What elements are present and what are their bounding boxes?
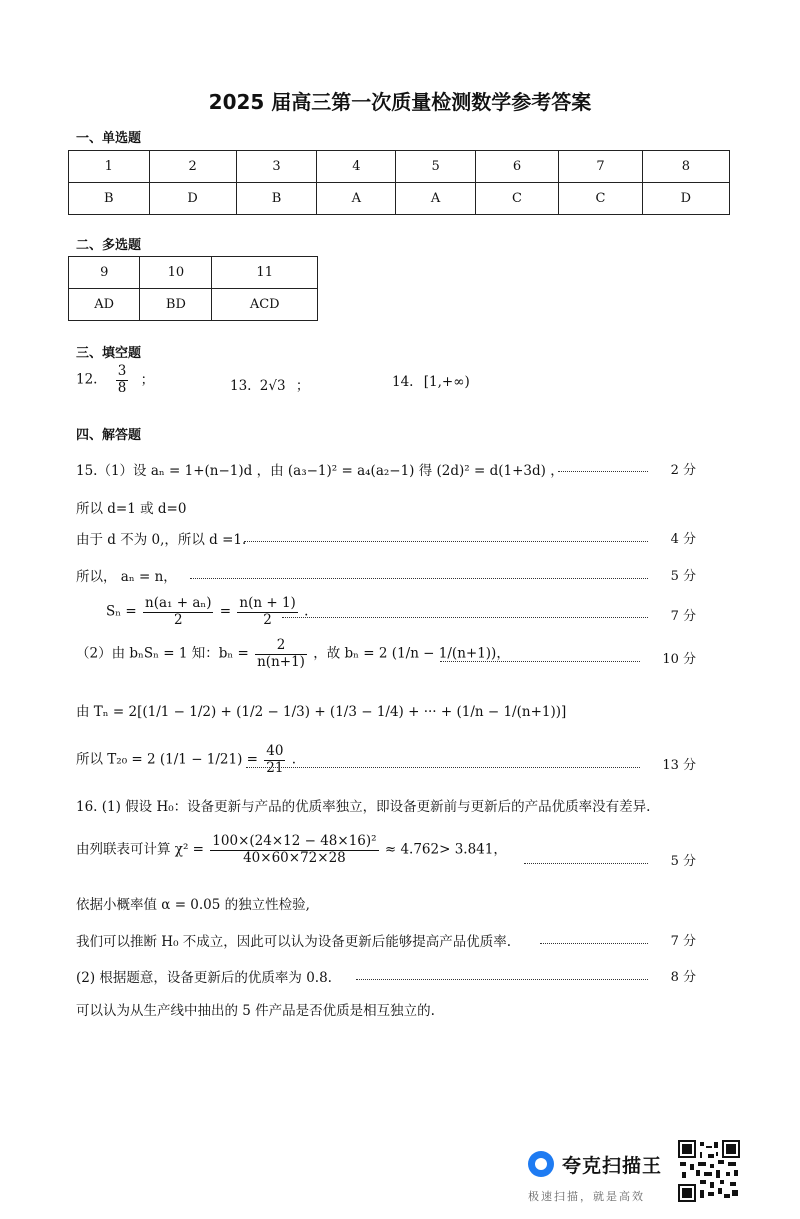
table-cell: 4 <box>317 151 396 183</box>
q16-chi-formula <box>76 834 507 866</box>
chi-result: ≈ 4.762> 3.841， <box>384 841 507 858</box>
q16-line1: 16. (1) 假设 H₀：设备更新与产品的优质率独立，即设备更新前与更新后的产品优质率没有差异. <box>76 799 651 815</box>
q16-line3: 依据小概率值 α = 0.05 的独立性检验, <box>76 897 310 913</box>
table-cell: 10 <box>140 257 212 289</box>
table-cell: D <box>642 183 729 215</box>
q12-denominator: 8 <box>117 379 127 396</box>
q15-bn-formula <box>76 638 510 670</box>
section-multi-choice: 二、多选题 <box>76 238 142 253</box>
q16-line5: (2) 根据题意，设备更新后的优质率为 0.8. <box>76 970 332 986</box>
logo-text: 夸克扫描王 <box>562 1155 663 1177</box>
table-row <box>69 257 318 289</box>
score: 13 分 <box>662 758 696 773</box>
score: 10 分 <box>662 652 696 667</box>
score: 4 分 <box>670 532 696 547</box>
table-cell: 2 <box>149 151 236 183</box>
table-cell: 6 <box>475 151 559 183</box>
q15-line1: 15.（1）设 aₙ = 1+(n−1)d ，由 (a₃−1)² = a₄(a₂−1) 得 (2d)² = d(1+3d) ， <box>76 463 564 479</box>
q15-sn-formula: Sₙ = $\frac{\text{n(a₁ + aₙ)}}{2}$ = $\frac{n(n + 1)}{2}$ . <box>106 595 309 628</box>
table-cell: 8 <box>642 151 729 183</box>
denominator: 21 <box>266 759 284 776</box>
section-fill-blank: 三、填空题 <box>76 346 142 361</box>
leader-dots <box>282 616 648 618</box>
denominator: 2 <box>173 611 183 628</box>
slogan: 极速扫描，就是高效 <box>528 1190 645 1203</box>
fill-q12 <box>76 364 154 396</box>
table-cell: 5 <box>396 151 475 183</box>
table-cell: 3 <box>236 151 317 183</box>
denominator: 40×60×72×28 <box>243 849 346 866</box>
leader-dots <box>190 577 648 579</box>
score: 7 分 <box>670 934 696 949</box>
section-solutions: 四、解答题 <box>76 428 142 443</box>
bn-inner: (1/n − 1/(n+1))， <box>391 645 510 662</box>
table-cell: C <box>475 183 559 215</box>
denominator: n(n+1) <box>257 653 305 670</box>
q15-t20-formula: 所以 T₂₀ = 2 (1/1 − 1/21) = $\frac{40}{21}$ . <box>76 743 297 776</box>
t20-prefix: 所以 T₂₀ = 2 <box>76 751 156 768</box>
score: 8 分 <box>670 970 696 985</box>
bn-fraction <box>255 638 307 670</box>
table-cell: B <box>236 183 317 215</box>
table-row <box>69 151 730 183</box>
q15-tn-formula: 由 Tₙ = 2[(1/1 − 1/2) + (1/2 − 1/3) + (1/3 − 1/4) + ··· + (1/n − 1/(n+1))] <box>76 704 567 720</box>
scanner-logo <box>528 1143 668 1183</box>
sn-lhs: Sₙ = <box>106 603 137 620</box>
bn-mid: ，故 bₙ = 2 <box>313 645 388 662</box>
q13-value: 2√3 <box>259 378 286 394</box>
table-cell: D <box>149 183 236 215</box>
numerator: n(n + 1) <box>239 595 296 611</box>
q15-line4: 所以， aₙ = n， <box>76 569 177 585</box>
numerator: n(a₁ + aₙ) <box>145 595 212 611</box>
score: 7 分 <box>670 609 696 624</box>
table-cell: A <box>396 183 475 215</box>
q12-fraction <box>116 364 129 396</box>
chi-fraction <box>210 834 378 866</box>
q15-line2: 所以 d=1 或 d=0 <box>76 501 187 517</box>
fill-q14 <box>392 374 470 390</box>
table-cell: 11 <box>212 257 318 289</box>
table-row <box>69 289 318 321</box>
logo-icon <box>528 1151 554 1177</box>
leader-dots <box>524 862 648 864</box>
table-row <box>69 183 730 215</box>
leader-dots <box>244 540 648 542</box>
score: 5 分 <box>670 854 696 869</box>
numerator: 100×(24×12 − 48×16)² <box>212 833 377 849</box>
leader-dots <box>540 942 648 944</box>
numerator: 40 <box>266 743 284 759</box>
q16-line6: 可以认为从生产线中抽出的 5 件产品是否优质是相互独立的. <box>76 1003 435 1019</box>
qr-code-icon <box>678 1140 740 1202</box>
denominator: 2 <box>263 611 272 628</box>
q13-label: 13. <box>230 378 252 394</box>
table-cell: BD <box>140 289 212 321</box>
t20-fraction <box>264 744 285 776</box>
multi-choice-table <box>68 256 318 321</box>
table-cell: C <box>559 183 643 215</box>
section-single-choice: 一、单选题 <box>76 131 142 146</box>
q16-line4: 我们可以推断 H₀ 不成立，因此可以认为设备更新后能够提高产品优质率. <box>76 934 512 950</box>
score: 5 分 <box>670 569 696 584</box>
t20-inner: (1/1 − 1/21) = <box>159 751 258 768</box>
leader-dots <box>558 470 648 472</box>
chi-prefix: 由列联表可计算 χ² = <box>76 841 204 858</box>
single-choice-table <box>68 150 730 215</box>
sn-fraction-1 <box>143 596 213 628</box>
table-cell: 7 <box>559 151 643 183</box>
table-cell: A <box>317 183 396 215</box>
table-cell: AD <box>69 289 140 321</box>
leader-dots <box>356 978 648 980</box>
leader-dots <box>246 766 640 768</box>
score: 2 分 <box>670 463 696 478</box>
fill-q13 <box>230 374 309 394</box>
page-title: 2025 届高三第一次质量检测数学参考答案 <box>208 90 592 114</box>
q13-sep: ； <box>295 378 310 394</box>
table-cell: 9 <box>69 257 140 289</box>
numerator: 2 <box>255 638 307 655</box>
sn-fraction-2 <box>237 596 297 628</box>
q12-numerator: 3 <box>117 363 127 379</box>
q14-value: [1,+∞) <box>423 374 470 390</box>
table-cell: ACD <box>212 289 318 321</box>
q14-label: 14. <box>392 374 414 390</box>
bn-prefix: （2）由 bₙSₙ = 1 知：bₙ = <box>76 645 249 662</box>
table-cell: 1 <box>69 151 150 183</box>
q12-label: 12. <box>76 371 98 388</box>
table-cell: B <box>69 183 150 215</box>
leader-dots <box>440 660 640 662</box>
q15-line3: 由于 d 不为 0,，所以 d =1. <box>76 532 247 548</box>
q12-sep: ； <box>140 371 155 388</box>
